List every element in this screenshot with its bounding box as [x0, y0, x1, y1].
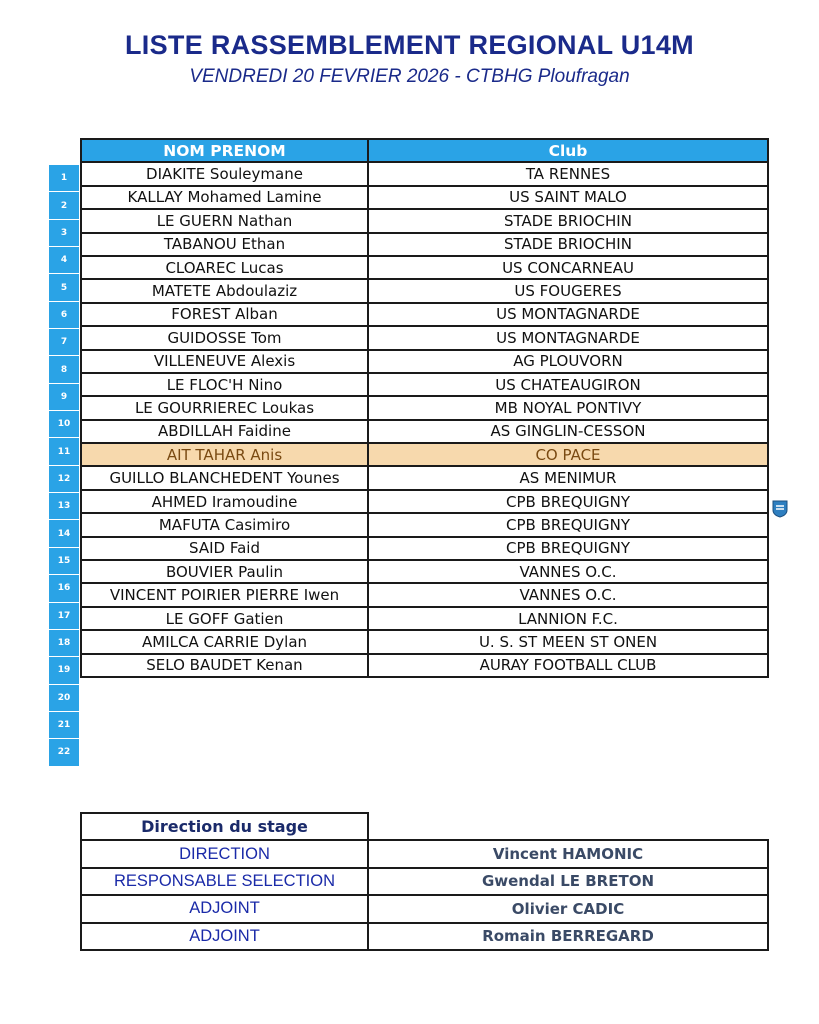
- player-club: CPB BREQUIGNY: [368, 513, 768, 536]
- player-name: SELO BAUDET Kenan: [81, 654, 368, 677]
- player-name: AMILCA CARRIE Dylan: [81, 630, 368, 653]
- row-number: 3: [49, 220, 79, 247]
- player-club: US SAINT MALO: [368, 186, 768, 209]
- table-row: [81, 607, 768, 630]
- player-club: AS MENIMUR: [368, 466, 768, 489]
- table-row: [81, 560, 768, 583]
- row-number: 2: [49, 192, 79, 219]
- player-club: US CHATEAUGIRON: [368, 373, 768, 396]
- row-number: 17: [49, 603, 79, 630]
- table-row: [81, 583, 768, 606]
- row-number: 5: [49, 274, 79, 301]
- table-row: [81, 373, 768, 396]
- player-name: GUILLO BLANCHEDENT Younes: [81, 466, 368, 489]
- row-number: 9: [49, 384, 79, 411]
- table-row: [81, 466, 768, 489]
- staff-name: Gwendal LE BRETON: [368, 868, 768, 895]
- player-name: BOUVIER Paulin: [81, 560, 368, 583]
- row-number: 19: [49, 657, 79, 684]
- table-row: [81, 162, 768, 185]
- table-row-highlighted[interactable]: [81, 443, 768, 466]
- row-number-column: [49, 165, 79, 767]
- row-number: 11: [49, 438, 79, 465]
- table-row: [81, 303, 768, 326]
- player-club: LANNION F.C.: [368, 607, 768, 630]
- table-header-row: [81, 139, 768, 162]
- row-number: 18: [49, 630, 79, 657]
- row-number: 8: [49, 356, 79, 383]
- column-header-club: Club: [368, 139, 768, 162]
- row-number: 6: [49, 302, 79, 329]
- row-number: 16: [49, 575, 79, 602]
- table-row: [81, 279, 768, 302]
- table-row: [81, 895, 768, 922]
- staff-role: RESPONSABLE SELECTION: [81, 868, 368, 895]
- player-name: LE GOFF Gatien: [81, 607, 368, 630]
- player-name: MATETE Abdoulaziz: [81, 279, 368, 302]
- staff-name: Romain BERREGARD: [368, 923, 768, 950]
- player-name: AHMED Iramoudine: [81, 490, 368, 513]
- player-club: CPB BREQUIGNY: [368, 537, 768, 560]
- staff-role: DIRECTION: [81, 840, 368, 867]
- row-number: 13: [49, 493, 79, 520]
- player-name: LE GUERN Nathan: [81, 209, 368, 232]
- player-name: ABDILLAH Faidine: [81, 420, 368, 443]
- table-row: [81, 326, 768, 349]
- row-number: 10: [49, 411, 79, 438]
- player-name: CLOAREC Lucas: [81, 256, 368, 279]
- row-number: 22: [49, 739, 79, 766]
- player-name: SAID Faid: [81, 537, 368, 560]
- row-number: 20: [49, 685, 79, 712]
- player-name: KALLAY Mohamed Lamine: [81, 186, 368, 209]
- row-number: 1: [49, 165, 79, 192]
- player-name: AIT TAHAR Anis: [81, 443, 368, 466]
- player-club: AURAY FOOTBALL CLUB: [368, 654, 768, 677]
- table-row: [81, 396, 768, 419]
- row-number: 12: [49, 466, 79, 493]
- shield-icon[interactable]: [772, 500, 788, 518]
- table-row: [81, 513, 768, 536]
- row-number: 14: [49, 520, 79, 547]
- staff-heading: Direction du stage: [81, 813, 368, 840]
- player-name: TABANOU Ethan: [81, 233, 368, 256]
- player-name: MAFUTA Casimiro: [81, 513, 368, 536]
- staff-table: [80, 812, 769, 951]
- player-club: US FOUGERES: [368, 279, 768, 302]
- player-club: CO PACE: [368, 443, 768, 466]
- table-row: [81, 868, 768, 895]
- row-number: 4: [49, 247, 79, 274]
- player-club: AG PLOUVORN: [368, 350, 768, 373]
- player-name: VINCENT POIRIER PIERRE Iwen: [81, 583, 368, 606]
- row-number: 15: [49, 548, 79, 575]
- table-row: [81, 537, 768, 560]
- player-club: US CONCARNEAU: [368, 256, 768, 279]
- table-row: [81, 923, 768, 950]
- player-name: LE FLOC'H Nino: [81, 373, 368, 396]
- player-club: STADE BRIOCHIN: [368, 209, 768, 232]
- row-number: 21: [49, 712, 79, 739]
- player-club: CPB BREQUIGNY: [368, 490, 768, 513]
- staff-role: ADJOINT: [81, 923, 368, 950]
- table-row: [81, 350, 768, 373]
- player-name: VILLENEUVE Alexis: [81, 350, 368, 373]
- table-row: [81, 490, 768, 513]
- staff-name: Olivier CADIC: [368, 895, 768, 922]
- player-club: MB NOYAL PONTIVY: [368, 396, 768, 419]
- player-name: GUIDOSSE Tom: [81, 326, 368, 349]
- player-club: VANNES O.C.: [368, 560, 768, 583]
- player-club: US MONTAGNARDE: [368, 303, 768, 326]
- player-name: LE GOURRIEREC Loukas: [81, 396, 368, 419]
- player-name: DIAKITE Souleymane: [81, 162, 368, 185]
- table-row: [81, 209, 768, 232]
- table-row: [81, 654, 768, 677]
- table-row: [81, 420, 768, 443]
- row-number: 7: [49, 329, 79, 356]
- player-club: US MONTAGNARDE: [368, 326, 768, 349]
- player-club: STADE BRIOCHIN: [368, 233, 768, 256]
- player-club: VANNES O.C.: [368, 583, 768, 606]
- table-row: [81, 630, 768, 653]
- table-row: [81, 256, 768, 279]
- page-title: LISTE RASSEMBLEMENT REGIONAL U14M: [125, 30, 694, 60]
- staff-header-blank: [368, 813, 768, 840]
- staff-name: Vincent HAMONIC: [368, 840, 768, 867]
- player-name: FOREST Alban: [81, 303, 368, 326]
- player-table: [80, 138, 769, 678]
- page-subtitle: VENDREDI 20 FEVRIER 2026 - CTBHG Ploufragan: [189, 66, 630, 87]
- table-row: [81, 186, 768, 209]
- player-club: TA RENNES: [368, 162, 768, 185]
- player-club: U. S. ST MEEN ST ONEN: [368, 630, 768, 653]
- table-row: [81, 840, 768, 867]
- column-header-name: NOM PRENOM: [81, 139, 368, 162]
- player-club: AS GINGLIN-CESSON: [368, 420, 768, 443]
- staff-role: ADJOINT: [81, 895, 368, 922]
- table-row: [81, 233, 768, 256]
- staff-header-row: [81, 813, 768, 840]
